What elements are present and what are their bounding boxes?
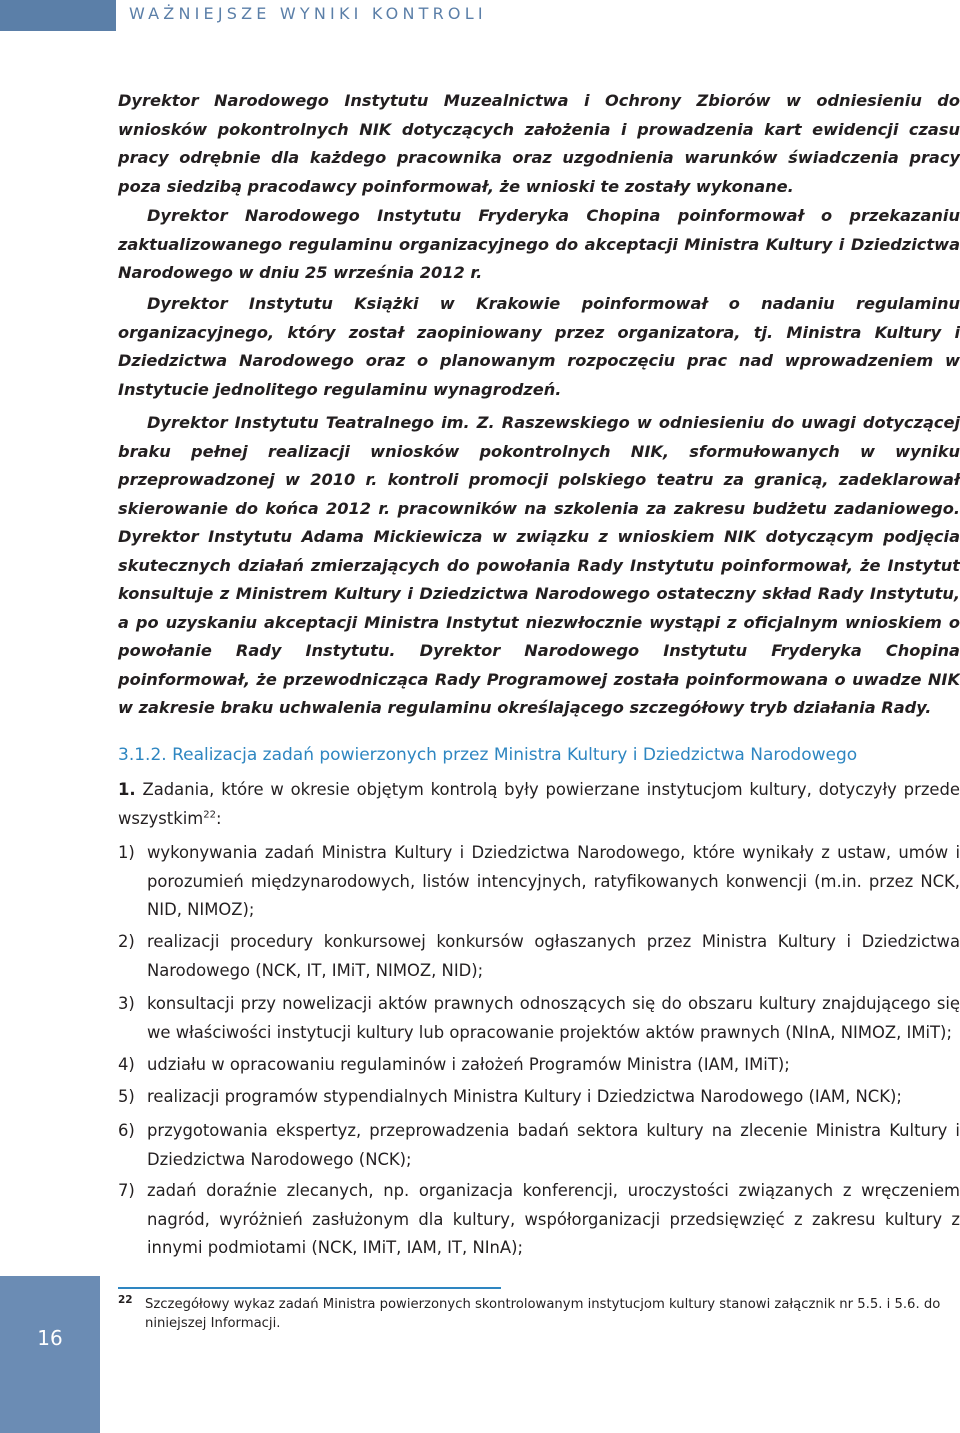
list-item-number: 3): [118, 994, 135, 1013]
header-color-block: [0, 0, 116, 31]
list-item-text: wykonywania zadań Ministra Kultury i Dziedzictwa Narodowego, które wynikały z ustaw, umów i porozumień międzynarodowych, listów intencyjnych, ratyfikowanych konwencji (m.in. przez NCK, NID, NIMOZ);: [147, 843, 960, 919]
list-item: [118, 1083, 960, 1112]
list-item-text: zadań doraźnie zlecanych, np. organizacja konferencji, uroczystości związanych z wręczeniem nagród, wyróżnień zasłużonym dla kultury, współorganizacji przedsięwzięć z zakresu kultury z innymi podmiotami (NCK, IMiT, IAM, IT, NInA);: [147, 1181, 960, 1257]
list-item-text: realizacji programów stypendialnych Ministra Kultury i Dziedzictwa Narodowego (IAM, NCK);: [147, 1087, 902, 1106]
list-item-number: 4): [118, 1055, 135, 1074]
page-number-tab: [0, 1276, 100, 1433]
list-item-text: konsultacji przy nowelizacji aktów prawnych odnoszących się do obszaru kultury znajdującego się we właściwości instytucji kultury lub opracowanie projektów aktów prawnych (NInA, NIMOZ, IMiT);: [147, 994, 960, 1042]
page-number: 16: [37, 1326, 63, 1350]
list-item-text: udziału w opracowaniu regulaminów i założeń Programów Ministra (IAM, IMiT);: [147, 1055, 790, 1074]
list-item: [118, 928, 960, 985]
paragraph-nifc: Dyrektor Narodowego Instytutu Fryderyka Chopina poinformował o przekazaniu zaktualizowanego regulaminu organizacyjnego do akceptacji Ministra Kultury i Dziedzictwa Narodowego w dniu 25 września 2012 r.: [118, 206, 960, 282]
paragraph-instytut-teatralny: Dyrektor Instytutu Teatralnego im. Z. Raszewskiego w odniesieniu do uwagi dotyczącej braku pełnej realizacji wniosków pokontrolnych NIK, sformułowanych w wyniku przeprowadzonej w 2010 r. kontroli promocji polskiego teatru za granicą, zadeklarował skierowanie do końca 2012 r. pracowników na szkolenia za zakresu budżetu zadaniowego. Dyrektor Instytutu Adama Mickiewicza w związku z wnioskiem NIK dotyczącym podjęcia skutecznych działań zmierzających do powołania Rady Instytutu poinformował, że Instytut konsultuje z Ministrem Kultury i Dziedzictwa Narodowego ostateczny skład Rady Instytutu, a po uzyskaniu akceptacji Ministra Instytut niezwłocznie wystąpi z oficjalnym wnioskiem o powołanie Rady Instytutu. Dyrektor Narodowego Instytutu Fryderyka Chopina poinformował, że przewodnicząca Rady Programowej została poinformowana o uwadze NIK w zakresie braku uchwalenia regulaminu określającego szczegółowy tryb działania Rady.: [118, 413, 960, 717]
section-heading: 3.1.2. Realizacja zadań powierzonych przez Ministra Kultury i Dziedzictwa Narodowego: [118, 745, 858, 765]
list-item: [118, 1177, 960, 1263]
list-item-text: realizacji procedury konkursowej konkursów ogłaszanych przez Ministra Kultury i Dziedzictwa Narodowego (NCK, IT, IMiT, NIMOZ, NID);: [147, 932, 960, 980]
list-item: [118, 839, 960, 925]
paragraph-instytut-ksiazki: Dyrektor Instytutu Książki w Krakowie poinformował o nadaniu regulaminu organizacyjnego, który został zaopiniowany przez organizatora, tj. Ministra Kultury i Dziedzictwa Narodowego oraz o planowanym rozpoczęciu prac nad wprowadzeniem w Instytucie jednolitego regulaminu wynagrodzeń.: [118, 294, 960, 399]
footnote-text: Szczegółowy wykaz zadań Ministra powierzonych skontrolowanym instytucjom kultury stanowi załącznik nr 5.5. i 5.6. do niniejszej Informacji.: [145, 1297, 941, 1331]
list-item-number: 6): [118, 1121, 135, 1140]
section-intro: [118, 776, 960, 833]
intro-number: 1.: [118, 780, 136, 799]
list-item-number: 5): [118, 1087, 135, 1106]
list-item: [118, 1117, 960, 1174]
list-item: [118, 990, 960, 1047]
list-item: [118, 1051, 960, 1080]
list-item-number: 2): [118, 932, 135, 951]
footnote-number: 22: [118, 1294, 133, 1306]
intro-text: Zadania, które w okresie objętym kontrolą były powierzane instytucjom kultury, dotyczyły przede wszystkim: [118, 780, 960, 828]
intro-suffix: :: [215, 808, 222, 828]
footnote-ref[interactable]: 22: [203, 809, 216, 821]
footnote-divider: [118, 1287, 501, 1289]
paragraph-nimoz: Dyrektor Narodowego Instytutu Muzealnictwa i Ochrony Zbiorów w odniesieniu do wniosków pokontrolnych NIK dotyczących założenia i prowadzenia kart ewidencji czasu pracy odrębnie dla każdego pracownika oraz uzgodnienia warunków świadczenia pracy poza siedzibą pracodawcy poinformował, że wnioski te zostały wykonane.: [118, 91, 960, 196]
list-item-number: 1): [118, 843, 135, 862]
list-item-number: 7): [118, 1181, 135, 1200]
list-item-text: przygotowania ekspertyz, przeprowadzenia badań sektora kultury na zlecenie Ministra Kultury i Dziedzictwa Narodowego (NCK);: [147, 1121, 960, 1169]
running-header: WAŻNIEJSZE WYNIKI KONTROLI: [129, 4, 487, 23]
